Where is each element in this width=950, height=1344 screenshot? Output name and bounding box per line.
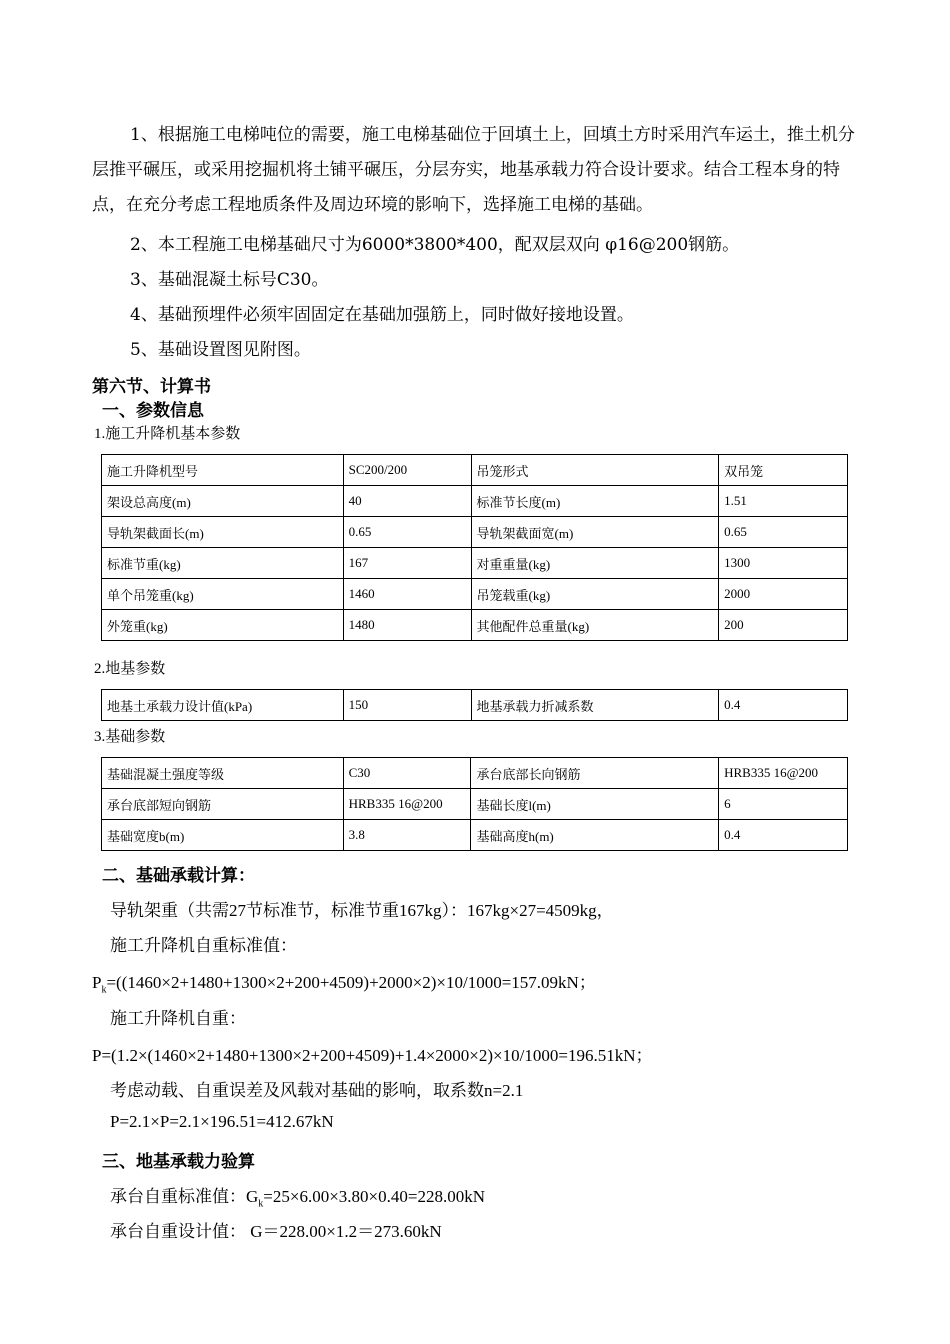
param-value-cell: 1460 [343,579,471,610]
intro-paragraph-1: 1、根据施工电梯吨位的需要，施工电梯基础位于回填土上，回填土方时采用汽车运土，推土机分层推平碾压，或采用挖掘机将土铺平碾压，分层夯实，地基承载力符合设计要求。结合工程本身的特点，在充分考虑工程地质条件及周边环境的影响下，选择施工电梯的基础。 [92,125,855,215]
p-final-line: P=2.1×P=2.1×196.51=412.67kN [110,1112,334,1131]
param-label-cell: 其他配件总重量(kg) [471,610,719,641]
table-row [102,579,848,610]
intro-paragraph-5: 5、基础设置图见附图。 [130,340,311,360]
param-value-cell: 0.65 [343,517,471,548]
param-label-cell: 基础长度l(m) [471,789,719,820]
param-value-cell: 0.4 [719,690,848,721]
param-label-cell: 吊笼载重(kg) [471,579,719,610]
p-formula: P=(1.2×(1460×2+1480+1300×2+200+4509)+1.4×2000×2)×10/1000=196.51kN； [92,1046,653,1065]
param-value-cell: 6 [719,789,848,820]
param-value-cell: 1300 [719,548,848,579]
param-value-cell: C30 [343,758,471,789]
param-label-cell: 基础高度h(m) [471,820,719,851]
param-label-cell: 承台底部长向钢筋 [471,758,719,789]
param-label-cell: 导轨架截面长(m) [102,517,344,548]
param-label-cell: 标准节重(kg) [102,548,344,579]
param-value-cell: 2000 [719,579,848,610]
param-label-cell: 施工升降机型号 [102,455,344,486]
intro-paragraph-4: 4、基础预埋件必须牢固固定在基础加强筋上，同时做好接地设置。 [130,305,634,325]
param-value-cell: 3.8 [343,820,471,851]
param-label-cell: 基础混凝土强度等级 [102,758,344,789]
sub-heading-1: 1.施工升降机基本参数 [94,426,241,442]
elevator-params-table [101,454,848,641]
table-row [102,690,848,721]
param-value-cell: 0.4 [719,820,848,851]
gk-line: 承台自重标准值：$G_k=25\times 6.00\times 3.80\times 0.40=228.00kN$ [110,1187,485,1210]
param-value-cell: 200 [719,610,848,641]
intro-paragraph-3: 3、基础混凝土标号C30。 [130,270,329,290]
param-value-cell: HRB335 16@200 [343,789,471,820]
param-value-cell: SC200/200 [343,455,471,486]
p-label: 施工升降机自重： [110,1009,246,1028]
table-row [102,455,848,486]
param-value-cell: 150 [343,690,471,721]
param-label-cell: 基础宽度b(m) [102,820,344,851]
table-row [102,820,848,851]
param-value-cell: 40 [343,486,471,517]
param-value-cell: 双吊笼 [719,455,848,486]
param-value-cell: 1480 [343,610,471,641]
param-label-cell: 对重重量(kg) [471,548,719,579]
pk-label: 施工升降机自重标准值： [110,936,297,955]
table-row [102,610,848,641]
param-label-cell: 外笼重(kg) [102,610,344,641]
part3-title: 三、地基承载力验算 [102,1152,255,1172]
param-value-cell: HRB335 16@200 [719,758,848,789]
sub-heading-3: 3.基础参数 [94,729,166,745]
pk-formula: $P_k=((1460\times 2+1480+1300\times 2+200+4509)+2000\times 2)\times 10/1000=157.09kN$； [92,973,596,996]
param-label-cell: 单个吊笼重(kg) [102,579,344,610]
param-label-cell: 吊笼形式 [471,455,719,486]
param-value-cell: 0.65 [719,517,848,548]
sub-heading-2: 2.地基参数 [94,661,166,677]
table2-body [102,690,848,721]
part2-title: 二、基础承载计算： [102,866,255,886]
foundation-params-table [101,757,848,851]
param-value-cell: 1.51 [719,486,848,517]
table-row [102,486,848,517]
table-row [102,789,848,820]
param-label-cell: 导轨架截面宽(m) [471,517,719,548]
param-label-cell: 地基承载力折减系数 [471,690,719,721]
param-label-cell: 地基土承载力设计值(kPa) [102,690,344,721]
rail-weight-line: 导轨架重（共需27节标准节，标准节重167kg）：167kg×27=4509kg， [110,901,614,920]
table-row [102,758,848,789]
section-title: 第六节、计算书 [92,377,211,397]
param-label-cell: 承台底部短向钢筋 [102,789,344,820]
foundation-soil-table [101,689,848,721]
intro-paragraph-2: 2、本工程施工电梯基础尺寸为6000*3800*400，配双层双向 φ16@200钢筋。 [130,235,740,255]
table1-body [102,455,848,641]
param-value-cell: 167 [343,548,471,579]
table3-body [102,758,848,851]
param-label-cell: 架设总高度(m) [102,486,344,517]
g-line: 承台自重设计值： G＝228.00×1.2＝273.60kN [110,1222,442,1241]
table-row [102,517,848,548]
table-row [102,548,848,579]
part1-title: 一、参数信息 [102,401,204,421]
factor-line: 考虑动载、自重误差及风载对基础的影响，取系数n=2.1 [110,1081,524,1100]
param-label-cell: 标准节长度(m) [471,486,719,517]
